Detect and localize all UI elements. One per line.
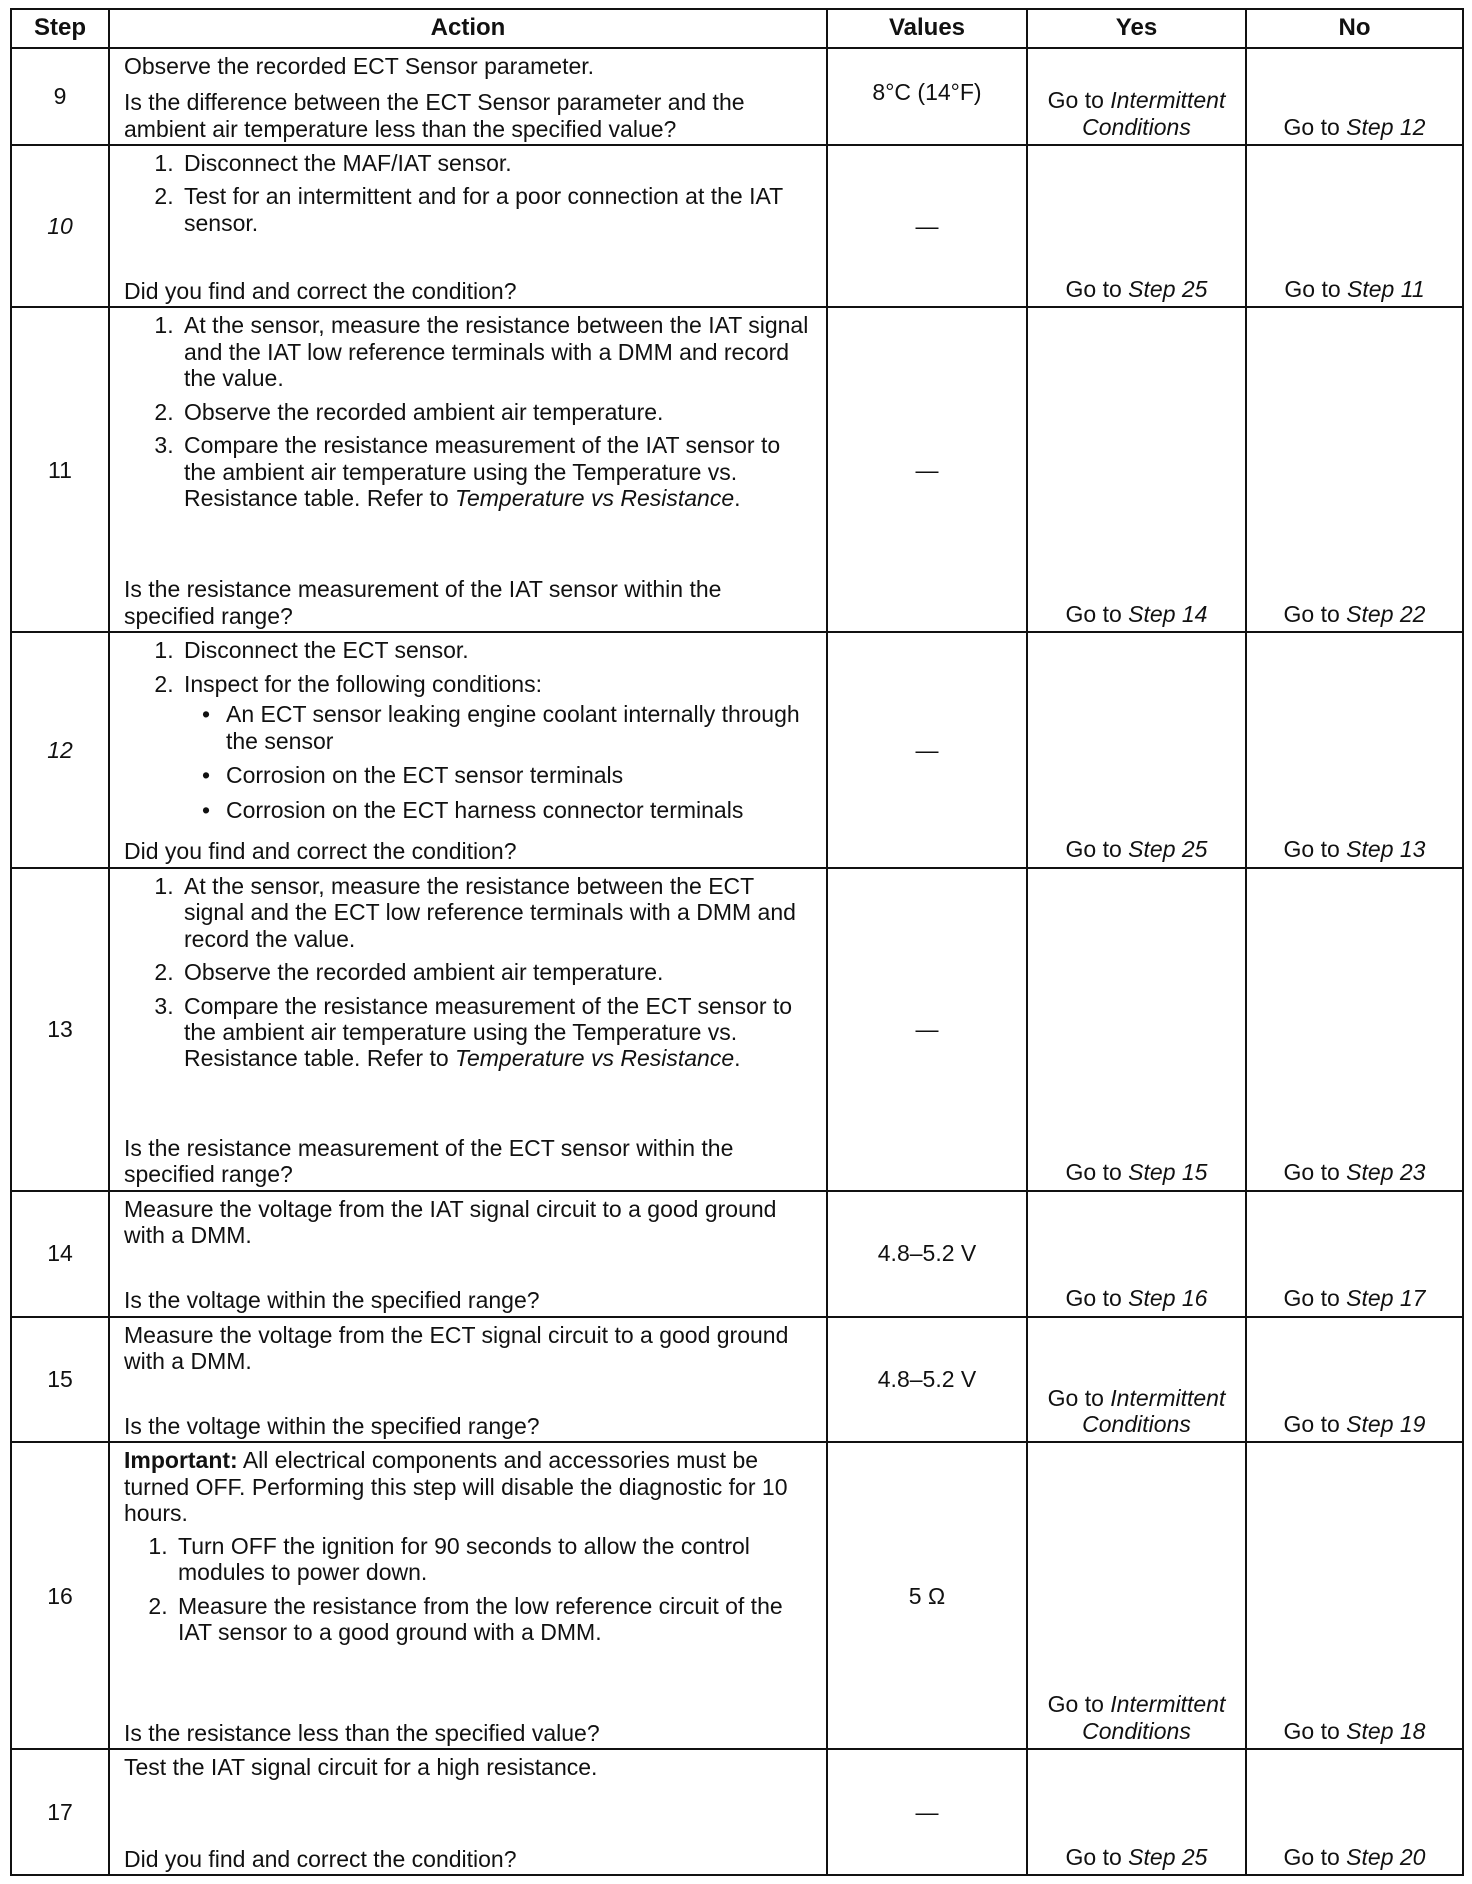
yes-cell	[1027, 1749, 1246, 1875]
list-item-end: .	[734, 1045, 741, 1072]
bullet-list	[184, 701, 816, 823]
yes-cell	[1027, 145, 1246, 307]
action-question: Is the voltage within the specified range?	[124, 1413, 540, 1439]
value-cell: 5 Ω	[827, 1442, 1027, 1749]
no-cell	[1246, 145, 1463, 307]
step-number: 10	[11, 145, 109, 307]
bullet-item: • An ECT sensor leaking engine coolant internally through the sensor	[222, 701, 816, 754]
no-cell	[1246, 1191, 1463, 1317]
step-number: 11	[11, 307, 109, 632]
yes-prefix: Go to	[1065, 600, 1129, 627]
yes-prefix: Go to	[1065, 276, 1129, 303]
yes-cell	[1027, 632, 1246, 868]
no-prefix: Go to	[1283, 836, 1347, 863]
header-step: Step	[11, 9, 109, 48]
no-link[interactable]: Step 20	[1346, 1843, 1426, 1870]
yes-link[interactable]: Step 16	[1128, 1285, 1208, 1312]
no-cell	[1246, 868, 1463, 1191]
list-item: 2. Observe the recorded ambient air temperature.	[180, 959, 816, 985]
list-item: 1. Turn OFF the ignition for 90 seconds to allow the control modules to power down.	[174, 1533, 816, 1586]
step-number: 15	[11, 1317, 109, 1443]
yes-cell	[1027, 1317, 1246, 1443]
table-row	[11, 1317, 1463, 1443]
action-text: Measure the voltage from the IAT signal circuit to a good ground with a DMM.	[124, 1195, 777, 1249]
no-cell	[1246, 1317, 1463, 1443]
list-item	[180, 432, 816, 511]
step-number: 9	[11, 48, 109, 145]
yes-prefix: Go to	[1047, 1691, 1111, 1718]
yes-link[interactable]: Intermittent Conditions	[1082, 87, 1226, 140]
no-cell	[1246, 307, 1463, 632]
yes-prefix: Go to	[1065, 836, 1129, 863]
no-link[interactable]: Step 17	[1346, 1285, 1426, 1312]
header-row	[11, 9, 1463, 48]
yes-cell	[1027, 307, 1246, 632]
no-link[interactable]: Step 22	[1346, 600, 1426, 627]
table-row	[11, 307, 1463, 632]
table-row	[11, 868, 1463, 1191]
action-question: Did you find and correct the condition?	[124, 838, 517, 865]
table-row	[11, 48, 1463, 145]
yes-link[interactable]: Step 14	[1128, 600, 1208, 627]
value-cell: 8°C (14°F)	[827, 48, 1027, 145]
no-prefix: Go to	[1283, 1285, 1347, 1312]
action-question: Did you find and correct the condition?	[124, 1845, 517, 1872]
list-item	[180, 993, 816, 1072]
yes-link[interactable]: Step 15	[1128, 1159, 1208, 1186]
action-cell	[109, 1317, 827, 1443]
action-text: Measure the voltage from the ECT signal circuit to a good ground with a DMM.	[124, 1321, 789, 1374]
yes-cell	[1027, 1442, 1246, 1749]
value-cell: —	[827, 145, 1027, 307]
no-link[interactable]: Step 13	[1346, 836, 1426, 863]
yes-prefix: Go to	[1065, 1285, 1129, 1312]
list-item: 1. At the sensor, measure the resistance between the IAT signal and the IAT low reference terminals with a DMM and record the value.	[180, 312, 816, 391]
list-item-end: .	[734, 485, 741, 512]
step-number: 13	[11, 868, 109, 1191]
list-item: 1. Disconnect the MAF/IAT sensor.	[180, 150, 816, 176]
list-item: 1. At the sensor, measure the resistance between the ECT signal and the ECT low reference terminals with a DMM and record the value.	[180, 873, 816, 952]
step-number: 14	[11, 1191, 109, 1317]
no-cell	[1246, 1442, 1463, 1749]
action-cell	[109, 48, 827, 145]
value-cell: 4.8–5.2 V	[827, 1191, 1027, 1317]
action-cell	[109, 145, 827, 307]
action-cell	[109, 632, 827, 868]
diagnostic-table	[10, 8, 1464, 1876]
header-yes: Yes	[1027, 9, 1246, 48]
action-list	[124, 312, 816, 518]
table-row	[11, 1749, 1463, 1875]
yes-link[interactable]: Intermittent Conditions	[1082, 1691, 1226, 1744]
value-cell: —	[827, 632, 1027, 868]
action-cell	[109, 1442, 827, 1749]
yes-prefix: Go to	[1047, 1384, 1111, 1411]
value-cell: —	[827, 1749, 1027, 1875]
action-question: Is the voltage within the specified range?	[124, 1287, 540, 1314]
yes-prefix: Go to	[1065, 1843, 1129, 1870]
list-item: 2. Measure the resistance from the low reference circuit of the IAT sensor to a good ground with a DMM.	[174, 1593, 816, 1646]
table-row	[11, 632, 1463, 868]
no-prefix: Go to	[1283, 113, 1347, 140]
header-no: No	[1246, 9, 1463, 48]
action-question: Is the resistance measurement of the ECT sensor within the specified range?	[124, 1134, 734, 1188]
value-cell: —	[827, 868, 1027, 1191]
action-cell	[109, 1749, 827, 1875]
reference-link[interactable]: Temperature vs Resistance	[455, 1045, 735, 1072]
no-link[interactable]: Step 19	[1346, 1411, 1426, 1437]
no-cell	[1246, 632, 1463, 868]
yes-cell	[1027, 1191, 1246, 1317]
action-question: Is the difference between the ECT Sensor parameter and the ambient air temperature less than the specified value?	[124, 89, 745, 142]
reference-link[interactable]: Temperature vs Resistance	[455, 485, 735, 512]
action-list	[124, 150, 816, 243]
yes-cell	[1027, 868, 1246, 1191]
table-row	[11, 1191, 1463, 1317]
action-question: Is the resistance less than the specified value?	[124, 1719, 600, 1746]
no-prefix: Go to	[1283, 1159, 1347, 1186]
header-action: Action	[109, 9, 827, 48]
bullet-item: • Corrosion on the ECT harness connector terminals	[222, 797, 816, 823]
yes-cell	[1027, 48, 1246, 145]
no-link[interactable]: Step 11	[1347, 276, 1425, 303]
yes-link[interactable]: Step 25	[1128, 1843, 1208, 1870]
important-text: All electrical components and accessories must be turned OFF. Performing this step will disable the diagnostic for 10 hours.	[124, 1447, 788, 1527]
no-cell	[1246, 1749, 1463, 1875]
yes-prefix: Go to	[1065, 1159, 1129, 1186]
no-prefix: Go to	[1283, 1717, 1347, 1744]
step-number: 17	[11, 1749, 109, 1875]
action-list	[124, 637, 816, 823]
action-list	[124, 1533, 816, 1646]
step-number: 16	[11, 1442, 109, 1749]
action-cell	[109, 307, 827, 632]
table-row	[11, 145, 1463, 307]
no-cell	[1246, 48, 1463, 145]
no-link[interactable]: Step 18	[1346, 1717, 1426, 1744]
no-link[interactable]: Step 12	[1346, 113, 1426, 140]
action-list	[124, 873, 816, 1079]
action-text: Test the IAT signal circuit for a high resistance.	[124, 1754, 598, 1781]
step-number: 12	[11, 632, 109, 868]
yes-prefix: Go to	[1047, 87, 1111, 114]
list-item: 1. Disconnect the ECT sensor.	[180, 637, 816, 663]
action-question: Did you find and correct the condition?	[124, 278, 517, 305]
no-prefix: Go to	[1283, 1411, 1347, 1437]
yes-link[interactable]: Step 25	[1128, 276, 1208, 303]
no-link[interactable]: Step 23	[1346, 1159, 1426, 1186]
important-note	[124, 1447, 816, 1526]
table-row	[11, 1442, 1463, 1749]
list-item: 2. Test for an intermittent and for a poor connection at the IAT sensor.	[180, 183, 816, 236]
no-prefix: Go to	[1284, 276, 1348, 303]
list-item: 2. Observe the recorded ambient air temperature.	[180, 399, 816, 425]
value-cell: —	[827, 307, 1027, 632]
bullet-item: • Corrosion on the ECT sensor terminals	[222, 762, 816, 788]
no-prefix: Go to	[1283, 1843, 1347, 1870]
header-values: Values	[827, 9, 1027, 48]
action-question: Is the resistance measurement of the IAT sensor within the specified range?	[124, 576, 722, 629]
no-prefix: Go to	[1283, 600, 1347, 627]
important-label: Important:	[124, 1447, 238, 1474]
action-cell	[109, 868, 827, 1191]
yes-link[interactable]: Step 25	[1128, 836, 1208, 863]
action-text: Observe the recorded ECT Sensor parameter.	[124, 52, 595, 79]
value-cell: 4.8–5.2 V	[827, 1317, 1027, 1443]
list-item-text: Compare the resistance measurement of the IAT sensor to the ambient air temperature using the Temperature vs. Resistance table. Refer to	[184, 432, 781, 512]
yes-link[interactable]: Intermittent Conditions	[1082, 1384, 1226, 1437]
list-item	[180, 671, 816, 823]
action-cell	[109, 1191, 827, 1317]
list-item-text: Inspect for the following conditions:	[184, 670, 542, 697]
list-item-text: Compare the resistance measurement of the ECT sensor to the ambient air temperature using the Temperature vs. Resistance table. Refer to	[184, 992, 793, 1072]
